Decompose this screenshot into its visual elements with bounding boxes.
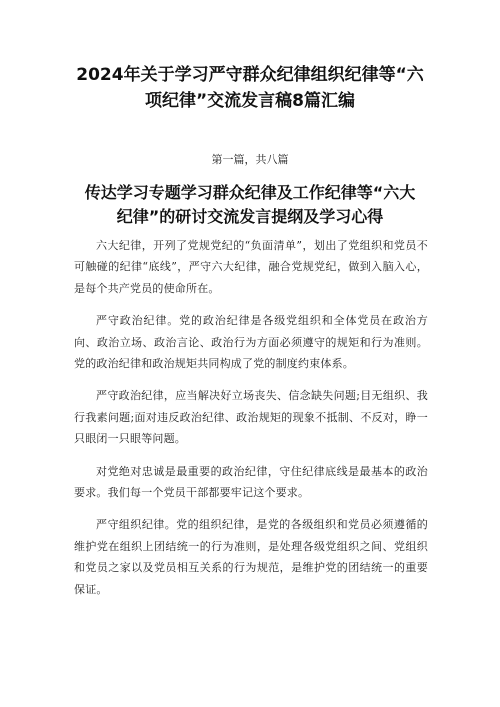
paragraph: 严守政治纪律。党的政治纪律是各级党组织和全体党员在政治方向、政治立场、政治言论、政治行为方面必须遵守的规矩和行为准则。党的政治纪律和政治规矩共同构成了党的制度约束体系。 [74, 314, 428, 371]
paragraph: 严守组织纪律。党的组织纪律，是党的各级组织和党员必须遵循的维护党在组织上团结统一的行为准则，是处理各级党组织之间、党组织和党员之家以及党员相互关系的行为规范，是维护党的团结统一的重要保证。 [74, 518, 428, 596]
paragraph: 六大纪律，开列了党规党纪的“负面清单”，划出了党组织和党员不可触碰的纪律“底线”，严守六大纪律，融合党规党纪，做到入脑入心，是每个共产党员的使命所在。 [74, 239, 428, 295]
paragraph: 严守政治纪律，应当解决好立场丧失、信念缺失问题;目无组织、我行我素问题;面对违反政治纪律、政治规矩的现象不抵制、不反对，睁一只眼闭一只眼等问题。 [74, 389, 428, 446]
part-label: 第一篇，共八篇 [211, 153, 289, 166]
paragraph: 对党绝对忠诚是最重要的政治纪律，守住纪律底线是最基本的政治要求。我们每一个党员干部都要牢记这个要求。 [74, 464, 428, 500]
section-title: 传达学习专题学习群众纪律及工作纪律等“六大纪律”的研讨交流发言提纲及学习心得 [84, 183, 416, 226]
document-title: 2024年关于学习严守群众纪律组织纪律等“六项纪律”交流发言稿8篇汇编 [76, 65, 424, 111]
document-body [74, 235, 428, 611]
